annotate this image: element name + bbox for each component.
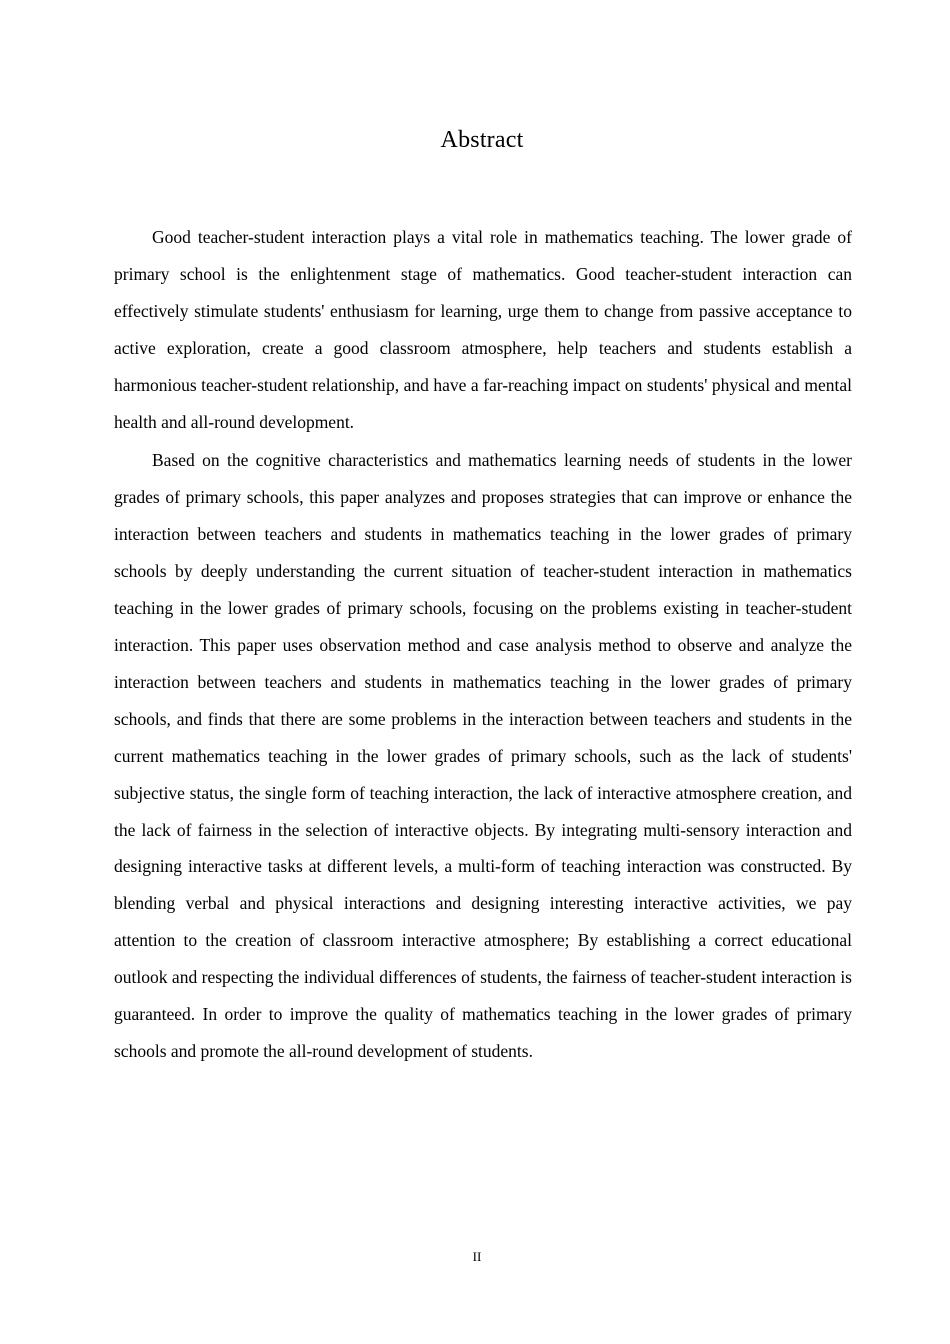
abstract-paragraph-2: Based on the cognitive characteristics and mathematics learning needs of students in the lower grades of primary schools, this paper analyzes and proposes strategies that can improve or enhance the interaction between teachers and students in mathematics teaching in the lower grades of primary schools by deeply understanding the current situation of teacher-student interaction in mathematics teaching in the lower grades of primary schools, focusing on the problems existing in teacher-student interaction. This paper uses observation method and case analysis method to observe and analyze the interaction between teachers and students in mathematics teaching in the lower grades of primary schools, and finds that there are some problems in the interaction between teachers and students in the current mathematics teaching in the lower grades of primary schools, such as the lack of students' subjective status, the single form of teaching interaction, the lack of interactive atmosphere creation, and the lack of fairness in the selection of interactive objects. By integrating multi-sensory interaction and designing interactive tasks at different levels, a multi-form of teaching interaction was constructed. By blending verbal and physical interactions and designing interesting interactive activities, we pay attention to the creation of classroom interactive atmosphere; By establishing a correct educational outlook and respecting the individual differences of students, the fairness of teacher-student interaction is guaranteed. In order to improve the quality of mathematics teaching in the lower grades of primary schools and promote the all-round development of students. [114,450,852,1061]
abstract-body [114,219,852,1072]
page-number: II [472,1249,482,1264]
abstract-paragraph-1: Good teacher-student interaction plays a vital role in mathematics teaching. The lower grade of primary school is the enlightenment stage of mathematics. Good teacher-student interaction can effectively stimulate students' enthusiasm for learning, urge them to change from passive acceptance to active exploration, create a good classroom atmosphere, help teachers and students establish a harmonious teacher-student relationship, and have a far-reaching impact on students' physical and mental health and all-round development. [114,227,852,432]
abstract-title: Abstract [440,127,524,153]
